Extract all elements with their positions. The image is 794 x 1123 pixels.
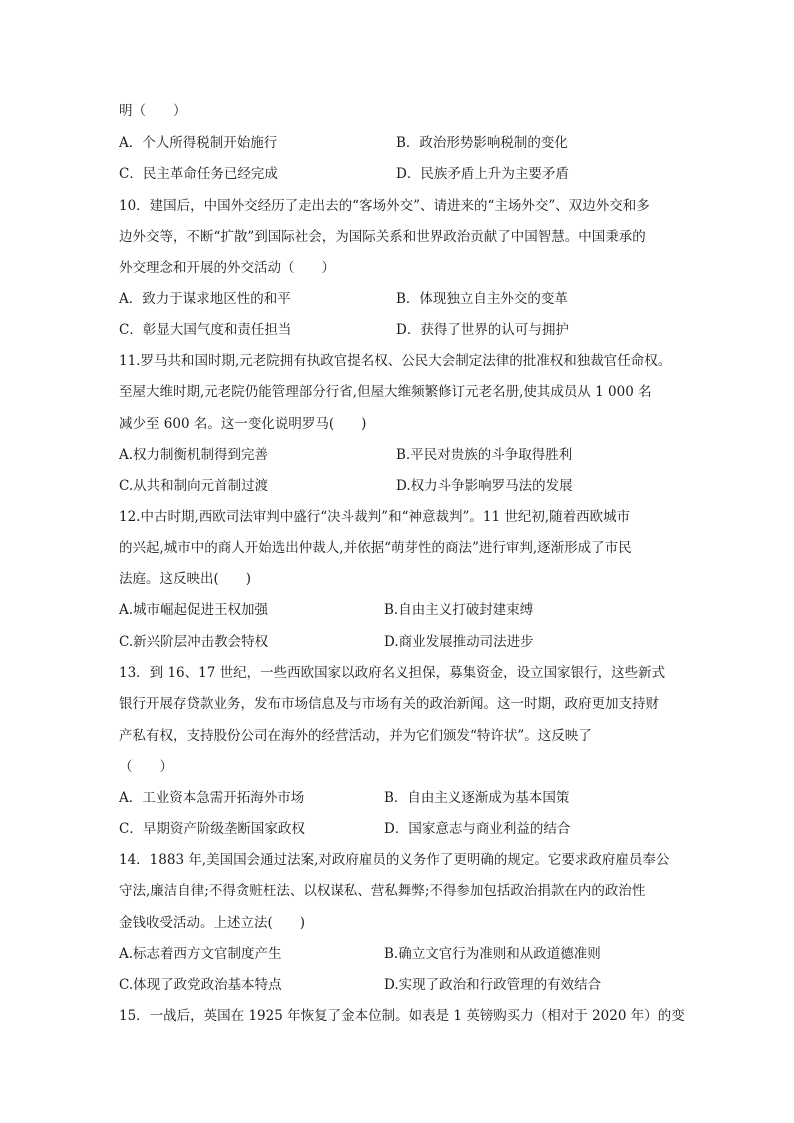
q13-stem-line-1: 13．到 16、17 世纪，一些西欧国家以政府名义担保，募集资金，设立国家银行，这些新式	[119, 665, 666, 681]
q11-option-b[interactable]: B.平民对贵族的斗争取得胜利	[396, 447, 573, 463]
q11-stem-line-2: 至屋大维时期,元老院仍能管理部分行省,但屋大维频繁修订元老名册,使其成员从 1 000 名	[119, 384, 652, 400]
q11-stem-line-1: 11.罗马共和国时期,元老院拥有执政官提名权、公民大会制定法律的批准权和独裁官任命权。	[119, 353, 672, 369]
q13-option-a[interactable]: A．工业资本急需开拓海外市场	[119, 790, 305, 806]
q14-stem-line-2: 守法,廉洁自律;不得贪赃枉法、以权谋私、营私舞弊;不得参加包括政治捐款在内的政治性	[119, 883, 646, 899]
q15-stem-line-1: 15．一战后，英国在 1925 年恢复了金本位制。如表是 1 英镑购买力（相对于 2020 年）的变	[119, 1008, 685, 1024]
q14-option-d[interactable]: D.实现了政治和行政管理的有效结合	[384, 977, 602, 993]
q12-stem-line-1: 12.中古时期,西欧司法审判中盛行“决斗裁判”和“神意裁判”。11 世纪初,随着西欧城市	[119, 509, 631, 525]
q14-stem-line-3: 金钱收受活动。上述立法( )	[119, 915, 306, 931]
q9-option-a[interactable]: A．个人所得税制开始施行	[119, 135, 278, 151]
q13-option-d[interactable]: D．国家意志与商业利益的结合	[384, 821, 571, 837]
q14-option-a[interactable]: A.标志着西方文官制度产生	[119, 946, 282, 962]
q10-option-d[interactable]: D．获得了世界的认可与拥护	[396, 322, 569, 338]
q9-stem-tail: 明（ ）	[119, 103, 187, 119]
q14-option-b[interactable]: B.确立文官行为准则和从政道德准则	[384, 946, 601, 962]
q11-stem-line-3: 减少至 600 名。这一变化说明罗马( )	[119, 416, 367, 432]
q11-option-d[interactable]: D.权力斗争影响罗马法的发展	[396, 478, 573, 494]
q9-option-b[interactable]: B．政治形势影响税制的变化	[396, 135, 568, 151]
q14-option-c[interactable]: C.体现了政党政治基本特点	[119, 977, 282, 993]
q13-stem-line-3: 产私有权，支持股份公司在海外的经营活动，并为它们颁发“特许状”。这反映了	[119, 728, 592, 744]
q12-option-d[interactable]: D.商业发展推动司法进步	[384, 634, 534, 650]
q11-option-a[interactable]: A.权力制衡机制得到完善	[119, 447, 269, 463]
q10-option-b[interactable]: B．体现独立自主外交的变革	[396, 291, 568, 307]
q9-option-c[interactable]: C．民主革命任务已经完成	[119, 166, 278, 182]
q12-stem-line-3: 法庭。这反映出( )	[119, 571, 252, 587]
q11-option-c[interactable]: C.从共和制向元首制过渡	[119, 478, 269, 494]
q10-option-c[interactable]: C．彰显大国气度和责任担当	[119, 322, 292, 338]
q10-stem-line-3: 外交理念和开展的外交活动（ ）	[119, 260, 335, 276]
q14-stem-line-1: 14．1883 年,美国国会通过法案,对政府雇员的义务作了更明确的规定。它要求政府雇员奉公	[119, 852, 670, 868]
q12-option-a[interactable]: A.城市崛起促进王权加强	[119, 602, 269, 618]
q10-stem-line-2: 边外交等，不断“扩散”到国际社会，为国际关系和世界政治贡献了中国智慧。中国秉承的	[119, 229, 646, 245]
q10-stem-line-1: 10．建国后，中国外交经历了走出去的“客场外交”、请进来的“主场外交”、双边外交和多	[119, 198, 650, 214]
q12-option-c[interactable]: C.新兴阶层冲击教会特权	[119, 634, 269, 650]
q12-stem-line-2: 的兴起,城市中的商人开始选出仲裁人,并依据“萌芽性的商法”进行审判,逐渐形成了市民	[119, 540, 632, 556]
q13-stem-line-2: 银行开展存贷款业务，发布市场信息及与市场有关的政治新闻。这一时期，政府更加支持财	[119, 696, 659, 712]
q9-option-d[interactable]: D．民族矛盾上升为主要矛盾	[396, 166, 569, 182]
q13-option-c[interactable]: C．早期资产阶级垄断国家政权	[119, 821, 305, 837]
q10-option-a[interactable]: A．致力于谋求地区性的和平	[119, 291, 291, 307]
q12-option-b[interactable]: B.自由主义打破封建束缚	[384, 602, 534, 618]
q13-stem-line-4: （ ）	[119, 759, 173, 775]
q13-option-b[interactable]: B．自由主义逐渐成为基本国策	[384, 790, 570, 806]
